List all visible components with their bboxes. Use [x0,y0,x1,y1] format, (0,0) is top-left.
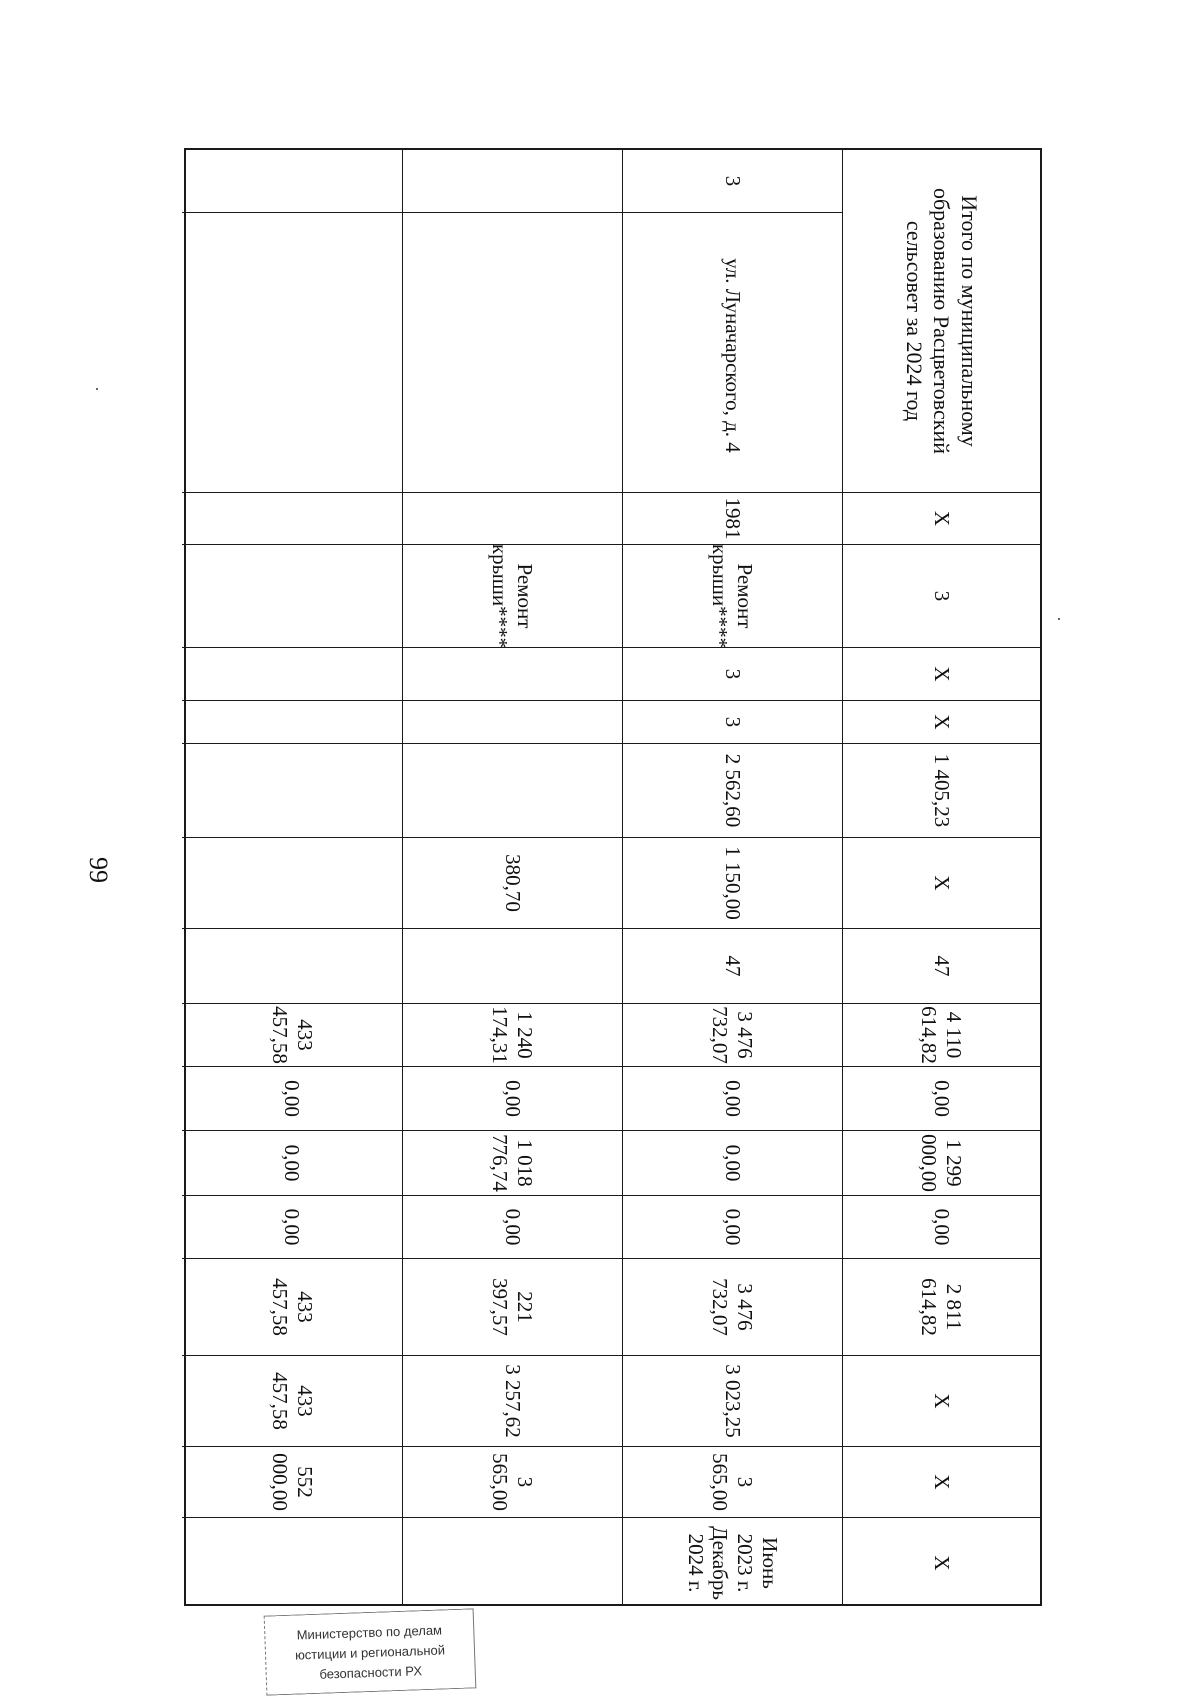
cell: 380,70 [403,838,622,929]
data-table [184,148,1042,1606]
empty-cell [182,744,402,838]
cell: X [843,1356,1040,1447]
cell [403,493,622,545]
cell: 3 476 732,07 [623,1259,842,1356]
cell: 47 [623,929,842,1004]
cell: 3 [843,545,1040,648]
total-label-cell: Итого по муниципальному образованию Расцветовский сельсовет за 2024 год [843,150,1040,493]
cell: 47 [843,929,1040,1004]
cell: 3 565,00 [403,1447,622,1518]
cell [403,929,622,1004]
stamp-line: юстиции и региональной [294,1642,446,1663]
cell: 0,00 [623,1067,842,1131]
period-cell [623,1518,842,1608]
cell: 0,00 [182,1196,402,1259]
cell: 1 299 000,00 [843,1131,1040,1196]
cell: 1981 [623,493,842,545]
registration-stamp [264,1608,477,1695]
cell: Ремонт крыши**** [623,545,842,648]
cell: 3 [623,701,842,744]
cell: 0,00 [623,1131,842,1196]
cell: 2 811 614,82 [843,1259,1040,1356]
speck [96,388,98,390]
cell: 0,00 [623,1196,842,1259]
empty-cell [403,213,622,493]
table-row-3 [402,150,622,1604]
cell: 0,00 [403,1067,622,1131]
period-end: Декабрь 2024 г. [683,1526,733,1600]
cell: 4 110 614,82 [843,1004,1040,1067]
cell: 3 [623,648,842,701]
cell: 1 405,23 [843,744,1040,838]
cell: 1 150,00 [623,838,842,929]
cell: X [843,493,1040,545]
cell: X [843,1447,1040,1518]
empty-cell [182,213,402,493]
table-row-total [842,150,1040,1604]
cell [403,744,622,838]
table-row-4 [182,150,402,1604]
cell: 0,00 [843,1196,1040,1259]
cell: 3 023,25 [623,1356,842,1447]
cell: 3 476 732,07 [623,1004,842,1067]
cell: 1 240 174,31 [403,1004,622,1067]
cell [403,701,622,744]
speck [1058,618,1060,620]
stamp-line: безопасности РХ [319,1663,423,1682]
table-row-address [622,150,842,1604]
cell: 0,00 [182,1131,402,1196]
cell: 0,00 [182,1067,402,1131]
empty-cell [182,648,402,701]
cell: X [843,838,1040,929]
cell: 433 457,58 [182,1004,402,1067]
cell: Ремонт крыши**** [403,545,622,648]
empty-cell [182,701,402,744]
cell: 0,00 [843,1067,1040,1131]
stamp-line: Министерство по делам [296,1622,443,1643]
cell [403,1518,622,1608]
cell: 433 457,58 [182,1356,402,1447]
cell: 221 397,57 [403,1259,622,1356]
cell: 1 018 776,74 [403,1131,622,1196]
empty-cell [182,929,402,1004]
empty-cell [182,493,402,545]
cell: 2 562,60 [623,744,842,838]
cell: 433 457,58 [182,1259,402,1356]
cell: X [843,648,1040,701]
period-start: Июнь 2023 г. [733,1533,783,1593]
cell: 0,00 [403,1196,622,1259]
address-cell: ул. Луначарского, д. 4 [623,213,842,493]
cell: 3 565,00 [623,1447,842,1518]
empty-cell [182,545,402,648]
cell: X [843,701,1040,744]
cell: 552 000,00 [182,1447,402,1518]
cell [403,648,622,701]
empty-cell [403,150,622,213]
empty-cell [182,1518,402,1608]
empty-cell [182,150,402,213]
cell: X [929,1555,954,1571]
row-index-cell: 3 [623,150,842,213]
page-number: 99 [84,857,113,883]
cell: 3 257,62 [403,1356,622,1447]
empty-cell [182,838,402,929]
